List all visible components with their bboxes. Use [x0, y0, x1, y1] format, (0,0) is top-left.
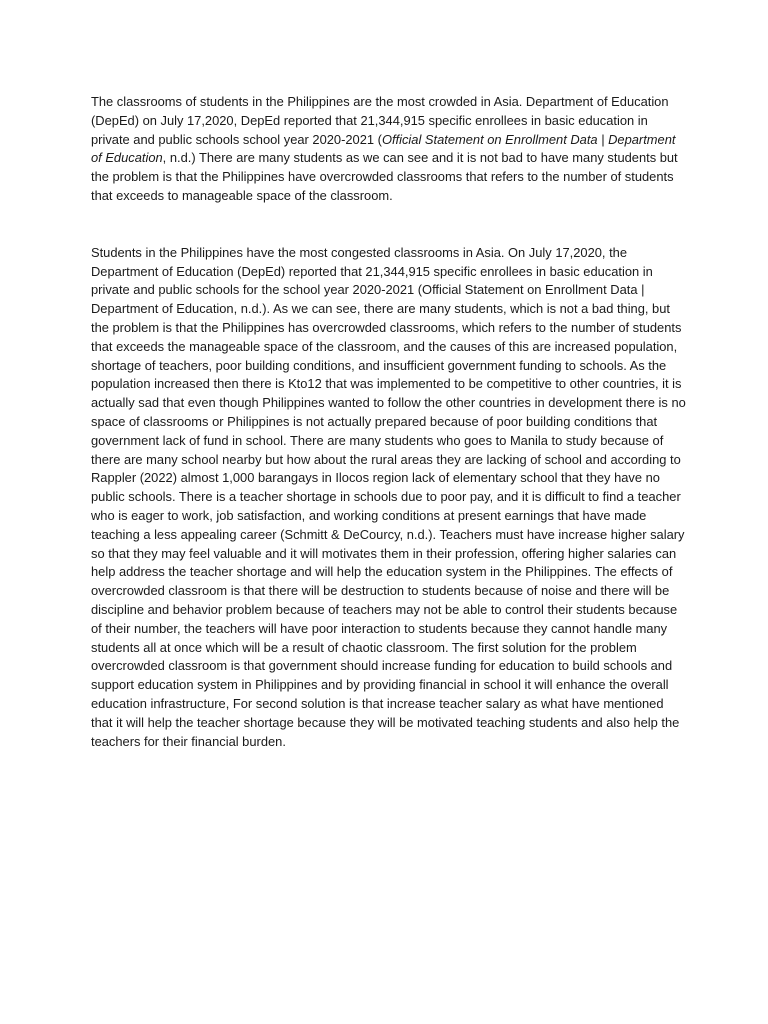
citation-title: Official Statement on Enrollment Data | Department of Education	[91, 131, 676, 166]
paragraph-original	[91, 93, 688, 206]
paragraph-original-lead: The classrooms of students in the Philippines are the most crowded in Asia. Department of Education (DepEd) on July 17,2020, DepEd reported that 21,344,915 specific enrollees in basic education in private and public schools school year 2020-2021 (	[91, 94, 669, 147]
paragraph-revised: Students in the Philippines have the most congested classrooms in Asia. On July 17,2020, the Department of Education (DepEd) reported that 21,344,915 specific enrollees in basic education in private and public schools for the school year 2020-2021 (Official Statement on Enrollment Data | Department of Education, n.d.). As we can see, there are many students, which is not a bad thing, but the problem is that the Philippines has overcrowded classrooms, which refers to the number of students that exceeds the manageable space of the classroom, and the causes of this are increased population, shortage of teachers, poor building conditions, and insufficient government funding to schools. As the population increased then there is Kto12 that was implemented to be competitive to other countries, it is actually sad that even though Philippines wanted to follow the other countries in development there is no space of classrooms or Philippines is not actually prepared because of poor building conditions that government lack of fund in school. There are many students who goes to Manila to study because of there are many school nearby but how about the rural areas they are lacking of school and according to Rappler (2022) almost 1,000 barangays in Ilocos region lack of elementary school that they have no public schools. There is a teacher shortage in schools due to poor pay, and it is difficult to find a teacher who is eager to work, job satisfaction, and working conditions at present earnings that have made teaching a less appealing career (Schmitt & DeCourcy, n.d.). Teachers must have increase higher salary so that they may feel valuable and it will motivates them in their profession, offering higher salaries can help address the teacher shortage and will help the education system in the Philippines. The effects of overcrowded classroom is that there will be destruction to students because of noise and there will be discipline and behavior problem because of teachers may not be able to control their students because of their number, the teachers will have poor interaction to students because they cannot handle many students all at once which will be a result of chaotic classroom. The first solution for the problem overcrowded classroom is that government should increase funding for education to build schools and support education system in Philippines and by providing financial in school it will enhance the overall education infrastructure, For second solution is that increase teacher salary as what have mentioned that it will help the teacher shortage because they will be motivated teaching students and also help the teachers for their financial burden.	[91, 244, 686, 749]
paragraph-original-tail: , n.d.) There are many students as we can see and it is not bad to have many students but the problem is that the Philippines have overcrowded classrooms that refers to the number of students that exceeds to manageable space of the classroom.	[91, 150, 678, 203]
